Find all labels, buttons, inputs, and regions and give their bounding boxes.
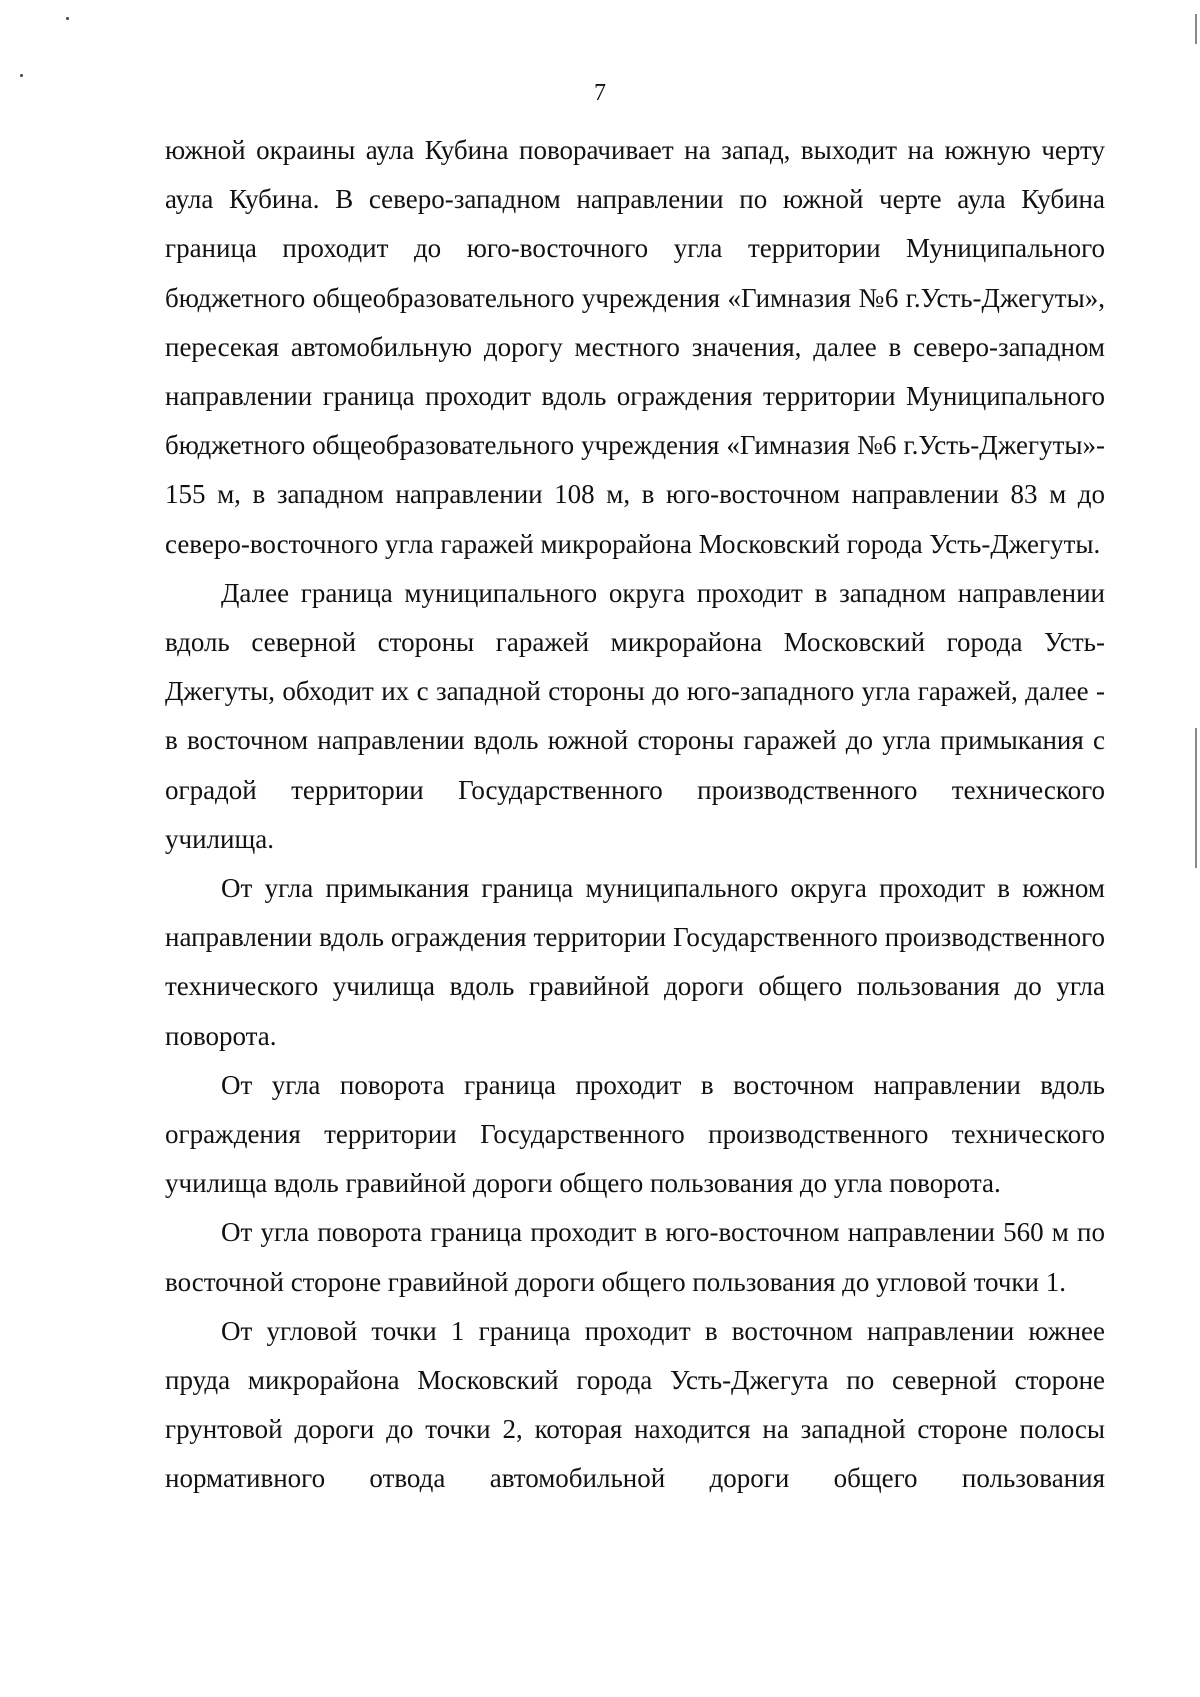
paragraph: От угла примыкания граница муниципального округа проходит в южном направлении вдоль ограждения территории Государственного производственного технического училища вдоль гравийной дороги общего пользования до угла поворота. xyxy=(165,873,1105,1051)
scan-speck xyxy=(20,74,23,77)
paragraph: От угла поворота граница проходит в восточном направлении вдоль ограждения территории Государственного производственного технического училища вдоль гравийной дороги общего пользования до угла поворота. xyxy=(165,1069,1105,1199)
scan-speck xyxy=(66,17,69,20)
scan-edge-mark xyxy=(1195,728,1197,868)
paragraph: южной окраины аула Кубина поворачивает на запад, выходит на южную черту аула Кубина. В северо-западном направлении по южной черте аула Кубина граница проходит до юго-восточного угла территории Муниципального бюджетного общеобразовательного учреждения «Гимназия №6 г.Усть-Джегуты», пересекая автомобильную дорогу местного значения, далее в северо-западном направлении граница проходит вдоль ограждения территории Муниципального бюджетного общеобразовательного учреждения «Гимназия №6 г.Усть-Джегуты»- 155 м, в западном направлении 108 м, в юго-восточном направлении 83 м до северо-восточного угла гаражей микрорайона Московский города Усть-Джегуты. xyxy=(165,135,1105,559)
scan-edge-mark xyxy=(1195,14,1197,44)
paragraph: Далее граница муниципального округа проходит в западном направлении вдоль северной стороны гаражей микрорайона Московский города Усть-Джегуты, обходит их с западной стороны до юго-западного угла гаражей, далее - в восточном направлении вдоль южной стороны гаражей до угла примыкания с оградой территории Государственного производственного технического училища. xyxy=(165,577,1105,854)
body-text xyxy=(165,126,1105,1504)
page-number: 7 xyxy=(594,80,606,106)
paragraph: От угла поворота граница проходит в юго-восточном направлении 560 м по восточной стороне гравийной дороги общего пользования до угловой точки 1. xyxy=(165,1217,1105,1297)
paragraph: От угловой точки 1 граница проходит в восточном направлении южнее пруда микрорайона Московский города Усть-Джегута по северной стороне грунтовой дороги до точки 2, которая находится на западной стороне полосы нормативного отвода автомобильной дороги общего пользования xyxy=(165,1315,1105,1494)
